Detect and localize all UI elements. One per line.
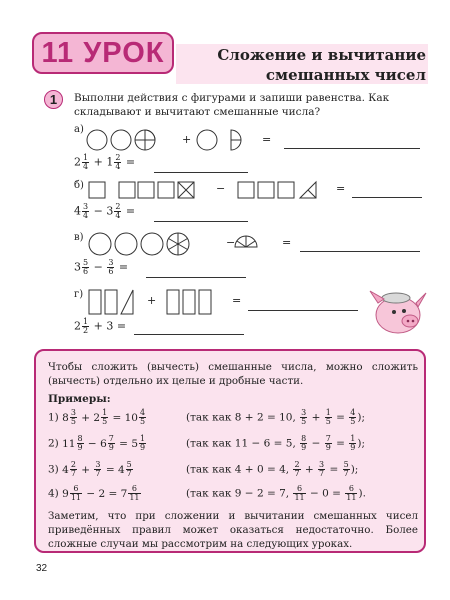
task-text: Выполни действия с фигурами и запиши равенства. Как складывают и вычитают смешанные числа? <box>74 92 390 118</box>
part-c-label: в) <box>74 232 84 243</box>
examples-label: Примеры: <box>48 393 111 405</box>
part-b-minus: − <box>216 182 226 195</box>
part-d-equals: = <box>232 294 242 307</box>
part-a-answer-line <box>154 172 248 173</box>
part-c-minus: − <box>226 236 236 249</box>
part-d-answer-line <box>134 334 244 335</box>
part-d-shape-answer-line <box>248 310 358 311</box>
part-a-equation: 2 $\frac{1}{4}$ + 1 $\frac{2}{4}$ = <box>74 153 136 171</box>
title-line-1: Сложение и вычитание <box>217 46 426 64</box>
example-row: 3) 4 $\frac{2}{7}$ + $\frac{3}{7}$ = 4 $\frac{5}{7}$ (так как 4 + 0 = 4, $\frac{2}{7}$ + $\frac{3}{7}$ = $\frac{5}{7}$ ); <box>48 460 359 478</box>
example-row: 2) 11 $\frac{8}{9}$ − 6 $\frac{7}{9}$ = 5 $\frac{1}{9}$ (так как 11 − 6 = 5, $\frac{8}{9}$ − $\frac{7}{9}$ = $\frac{1}{9}$ ); <box>48 434 366 452</box>
part-b-answer-line <box>154 221 248 222</box>
part-d-equation: 2 $\frac{1}{2}$ + 3 = <box>74 317 127 335</box>
part-d-shapes <box>86 287 256 317</box>
example-row: 4) 9 $\frac{6}{11}$ − 2 = 7 $\frac{6}{11}$ (так как 9 − 2 = 7, $\frac{6}{11}$ − 0 = $\frac{6}{11}$ ). <box>48 484 366 502</box>
part-c-equation: 3 $\frac{5}{6}$ − $\frac{3}{6}$ = <box>74 258 129 276</box>
page-number: 32 <box>36 563 48 574</box>
example-row: 1) 8 $\frac{3}{5}$ + 2 $\frac{1}{5}$ = 10 $\frac{4}{5}$ (так как 8 + 2 = 10, $\frac{3}{5}$ + $\frac{1}{5}$ = $\frac{4}{5}$ ); <box>48 408 366 426</box>
page-title <box>217 45 426 85</box>
part-a-plus: + <box>182 133 192 146</box>
part-b-shape-answer-line <box>352 197 422 198</box>
part-a-label: а) <box>74 124 84 135</box>
part-b-shapes <box>86 179 336 201</box>
title-line-2: смешанных чисел <box>265 66 426 84</box>
part-c-answer-line <box>146 277 246 278</box>
part-c-shape-answer-line <box>300 251 420 252</box>
part-d-label: г) <box>74 289 84 300</box>
part-c-equals: = <box>282 236 292 249</box>
rule-note: Заметим, что при сложении и вычитании смешанных чисел приведённых правил может оказаться недостаточно. Более сложные случаи мы рассмотрим на следующих уроках. <box>48 510 418 550</box>
part-b-equals: = <box>336 182 346 195</box>
rule-text: Чтобы сложить (вычесть) смешанные числа, можно сложить (вычесть) отдельно их целые и дробные части. <box>48 361 418 387</box>
lesson-badge: 11 УРОК <box>32 32 174 74</box>
part-b-equation: 4 $\frac{3}{4}$ − 3 $\frac{2}{4}$ = <box>74 202 136 220</box>
part-b-label: б) <box>74 180 84 191</box>
task-number: 1 <box>44 90 63 109</box>
part-d-plus: + <box>147 294 157 307</box>
part-a-shape-answer-line <box>284 148 420 149</box>
pig-mascot-image <box>360 285 430 340</box>
part-a-equals: = <box>262 133 272 146</box>
part-c-shapes <box>86 231 286 257</box>
